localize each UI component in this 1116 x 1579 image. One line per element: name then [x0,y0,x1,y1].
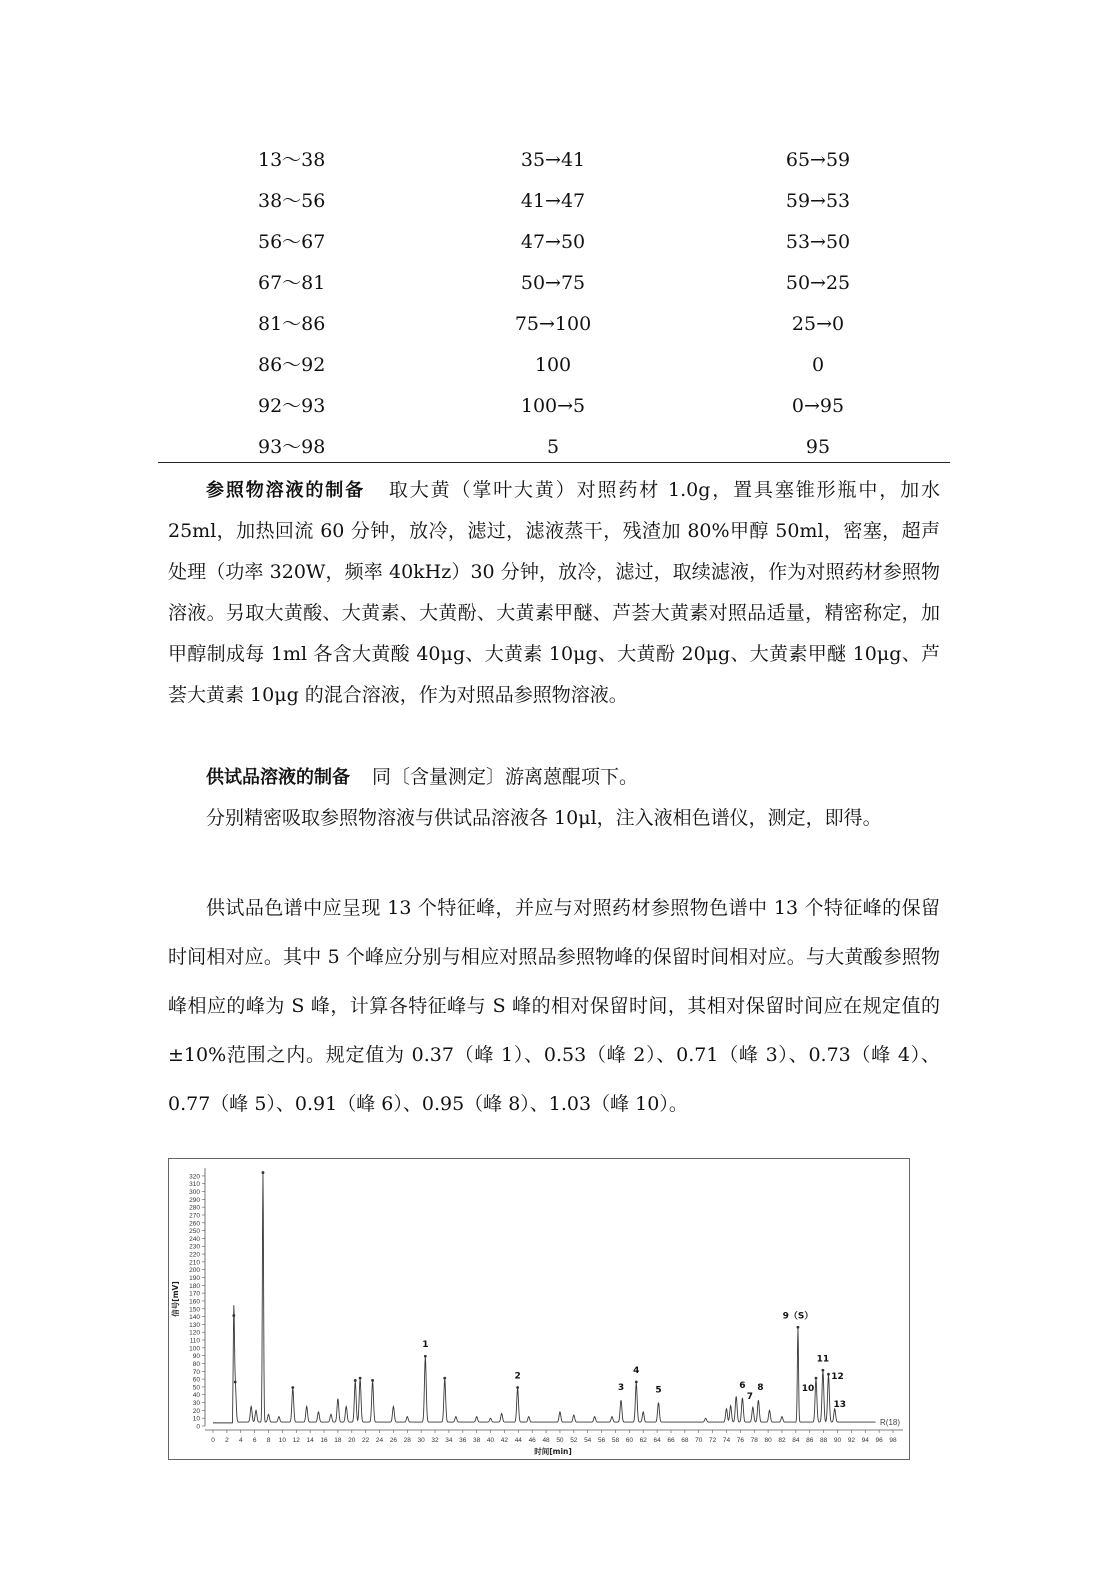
x-tick-label: 56 [597,1437,606,1444]
peak-marker [262,1171,265,1174]
x-tick-label: 42 [500,1437,509,1444]
x-tick-label: 54 [584,1437,592,1444]
phase-b-cell: 95 [805,436,831,458]
table-row [158,345,950,386]
peak-marker [827,1373,830,1376]
trace-label: R(18) [880,1418,901,1428]
y-tick-label: 200 [189,1267,200,1275]
peak-label: 6 [739,1380,746,1391]
peak-marker [371,1379,374,1382]
peak-label: 8 [757,1383,764,1394]
x-tick-label: 40 [486,1437,495,1444]
y-tick-label: 240 [189,1235,200,1243]
peak-label: 11 [816,1354,830,1365]
sample-prep-paragraph [168,757,940,798]
peak-label: 12 [831,1372,844,1383]
reference-prep-heading: 参照物溶液的制备 [206,480,365,501]
procedure-paragraph: 分别精密吸取参照物溶液与供试品溶液各 10μl，注入液相色谱仪，测定，即得。 [206,807,882,829]
x-tick-label: 60 [625,1437,633,1444]
x-tick-label: 6 [252,1437,257,1444]
peak-label: 2 [514,1371,521,1382]
x-tick-label: 80 [764,1437,772,1444]
phase-a-cell: 5 [546,436,560,458]
peak-label: 3 [617,1383,625,1394]
y-tick-label: 210 [189,1259,200,1267]
chart-frame [169,1159,910,1460]
x-tick-label: 64 [653,1437,661,1444]
y-tick-label: 120 [189,1329,200,1337]
peak-marker [354,1379,357,1382]
x-tick-label: 36 [459,1437,467,1444]
x-tick-label: 44 [514,1437,522,1444]
requirement-paragraph: 供试品色谱中应呈现 13 个特征峰，并应与对照药材参照物色谱中 13 个特征峰的保留时间相对应。其中 5 个峰应分别与相应对照品参照物峰的保留时间相对应。与大黄酸参照物峰相应的峰为 S 峰，计算各特征峰与 S 峰的相对保留时间，其相对保留时间应在规定值的±10%范围之内。规定值为 0.37（峰 1）、0.53（峰 2）、0.71（峰 3）、0.73（峰 4）、0.77（峰 5）、0.91（峰 6）、0.95（峰 8）、1.03（峰 10）。 [168,897,940,1115]
table-row [158,181,950,222]
peak-label: 1 [422,1340,429,1351]
x-tick-label: 14 [306,1437,314,1444]
y-tick-label: 60 [192,1376,200,1384]
x-tick-label: 70 [695,1437,703,1444]
phase-b-cell: 0 [811,354,825,376]
x-tick-label: 88 [819,1437,828,1444]
phase-b-cell: 65→59 [785,149,851,171]
y-tick-label: 140 [189,1314,200,1322]
time-cell: 86～92 [258,354,326,376]
x-tick-label: 2 [225,1437,229,1444]
phase-a-cell: 75→100 [514,313,592,335]
sample-prep-text: 同〔含量测定〕游离蒽醌项下。 [372,766,639,788]
y-tick-label: 110 [189,1337,200,1345]
x-tick-label: 22 [362,1437,370,1444]
x-tick-label: 0 [211,1437,215,1444]
peak-marker [234,1381,237,1384]
x-tick-label: 62 [639,1437,647,1444]
chromatogram-chart [168,1158,913,1478]
x-axis-label: 时间[min] [534,1447,572,1456]
y-tick-label: 320 [189,1173,200,1181]
table-row [158,263,950,304]
x-tick-label: 18 [334,1437,342,1444]
time-cell: 67～81 [258,272,326,294]
x-tick-label: 8 [266,1437,271,1444]
time-cell: 56～67 [258,231,326,253]
chromatogram-figure [168,1158,913,1478]
x-tick-label: 52 [570,1437,578,1444]
x-tick-label: 72 [708,1437,717,1444]
phase-a-cell: 100→5 [520,395,586,417]
phase-b-cell: 50→25 [785,272,851,294]
x-tick-label: 38 [473,1437,481,1444]
table-row [158,304,950,345]
peak-marker [815,1377,818,1380]
x-tick-label: 58 [611,1437,620,1444]
time-cell: 81～86 [258,313,326,335]
y-tick-label: 70 [192,1368,200,1376]
y-tick-label: 270 [189,1212,200,1220]
y-tick-label: 90 [192,1353,200,1361]
x-tick-label: 4 [238,1437,243,1444]
y-tick-label: 170 [189,1290,200,1298]
table-bottom-rule [158,462,950,463]
y-tick-label: 260 [189,1220,200,1228]
y-tick-label: 160 [189,1298,200,1306]
x-tick-label: 28 [403,1437,411,1444]
peak-marker [635,1381,638,1384]
y-tick-label: 250 [189,1228,200,1236]
x-tick-label: 98 [889,1437,897,1444]
y-axis-label: 信号[mV] [171,1281,180,1317]
x-tick-label: 50 [556,1437,564,1444]
x-tick-label: 32 [431,1437,439,1444]
y-tick-label: 220 [189,1251,200,1259]
y-tick-label: 190 [189,1275,200,1283]
peak-marker [443,1377,446,1380]
x-tick-label: 68 [681,1437,689,1444]
table-row [158,140,950,181]
gradient-table [158,140,950,468]
y-tick-label: 300 [189,1189,200,1197]
y-tick-label: 20 [192,1407,200,1415]
peak-label: 13 [833,1399,846,1410]
x-tick-label: 74 [722,1437,731,1444]
peak-marker [359,1377,362,1380]
y-tick-label: 180 [189,1282,200,1290]
x-tick-label: 82 [778,1437,786,1444]
phase-a-cell: 50→75 [520,272,586,294]
table-row [158,386,950,427]
x-tick-label: 92 [847,1437,855,1444]
x-tick-label: 96 [875,1437,883,1444]
y-tick-label: 10 [192,1415,200,1423]
phase-a-cell: 35→41 [520,149,586,171]
x-tick-label: 86 [806,1437,814,1444]
time-cell: 38～56 [258,190,326,212]
reference-prep-text: 取大黄（掌叶大黄）对照药材 1.0g，置具塞锥形瓶中，加水 25ml，加热回流 60 分钟，放冷，滤过，滤液蒸干，残渣加 80%甲醇 50ml，密塞，超声处理（功率 320W，频率 40kHz）30 分钟，放冷，滤过，取续滤液，作为对照药材参照物溶液。另取大黄酸、大黄素、大黄酚、大黄素甲醚、芦荟大黄素对照品适量，精密称定，加甲醇制成每 1ml 各含大黄酸 40μg、大黄素 10μg、大黄酚 20μg、大黄素甲醚 10μg、芦荟大黄素 10μg 的混合溶液，作为对照品参照物溶液。 [168,479,941,706]
y-tick-label: 280 [189,1204,200,1212]
peak-marker [291,1386,294,1389]
y-tick-label: 100 [189,1345,200,1353]
x-tick-label: 84 [792,1437,800,1444]
x-tick-label: 16 [320,1437,328,1444]
peak-marker [797,1326,800,1329]
y-tick-label: 310 [189,1181,200,1189]
peak-label: 9（S） [782,1311,814,1322]
requirement-section [168,884,940,1129]
y-tick-label: 40 [192,1392,200,1400]
time-cell: 92～93 [258,395,326,417]
y-tick-label: 230 [189,1243,200,1251]
x-tick-label: 26 [389,1437,398,1444]
time-cell: 93～98 [258,436,326,458]
peak-marker [516,1386,519,1389]
phase-b-cell: 53→50 [785,231,851,253]
x-tick-label: 48 [542,1437,550,1444]
phase-b-cell: 25→0 [791,313,845,335]
phase-b-cell: 0→95 [791,395,845,417]
y-tick-label: 150 [189,1306,200,1314]
x-tick-label: 66 [667,1437,675,1444]
x-tick-label: 76 [736,1437,744,1444]
x-tick-label: 12 [292,1437,300,1444]
time-cell: 13～38 [258,149,326,171]
y-tick-label: 80 [192,1360,200,1368]
x-tick-label: 24 [375,1437,384,1444]
x-tick-label: 10 [278,1437,287,1444]
phase-a-cell: 41→47 [520,190,586,212]
peak-marker [822,1369,825,1372]
y-tick-label: 30 [192,1400,200,1408]
peak-label: 7 [746,1392,753,1403]
table-row [158,222,950,263]
x-tick-label: 94 [861,1437,869,1444]
phase-a-cell: 47→50 [520,231,586,253]
x-tick-label: 46 [528,1437,536,1444]
reference-prep-paragraph [168,470,940,716]
x-tick-label: 30 [417,1437,425,1444]
x-tick-label: 20 [348,1437,356,1444]
sample-prep-heading: 供试品溶液的制备 [206,767,350,788]
y-tick-label: 0 [196,1423,200,1431]
x-tick-label: 90 [833,1437,842,1444]
peak-label: 4 [633,1366,640,1377]
reference-prep-section [168,470,940,716]
peak-marker [232,1314,235,1317]
y-tick-label: 290 [189,1196,200,1204]
phase-a-cell: 100 [534,354,572,376]
chromatogram-trace [213,1174,876,1423]
sample-prep-section [168,757,940,798]
y-tick-label: 130 [189,1321,200,1329]
x-tick-label: 34 [445,1437,453,1444]
peak-label: 10 [801,1384,815,1395]
y-tick-label: 50 [192,1384,200,1392]
phase-b-cell: 59→53 [785,190,851,212]
peak-marker [424,1355,427,1358]
x-tick-label: 78 [750,1437,758,1444]
procedure-section [168,798,940,839]
peak-label: 5 [655,1385,662,1396]
